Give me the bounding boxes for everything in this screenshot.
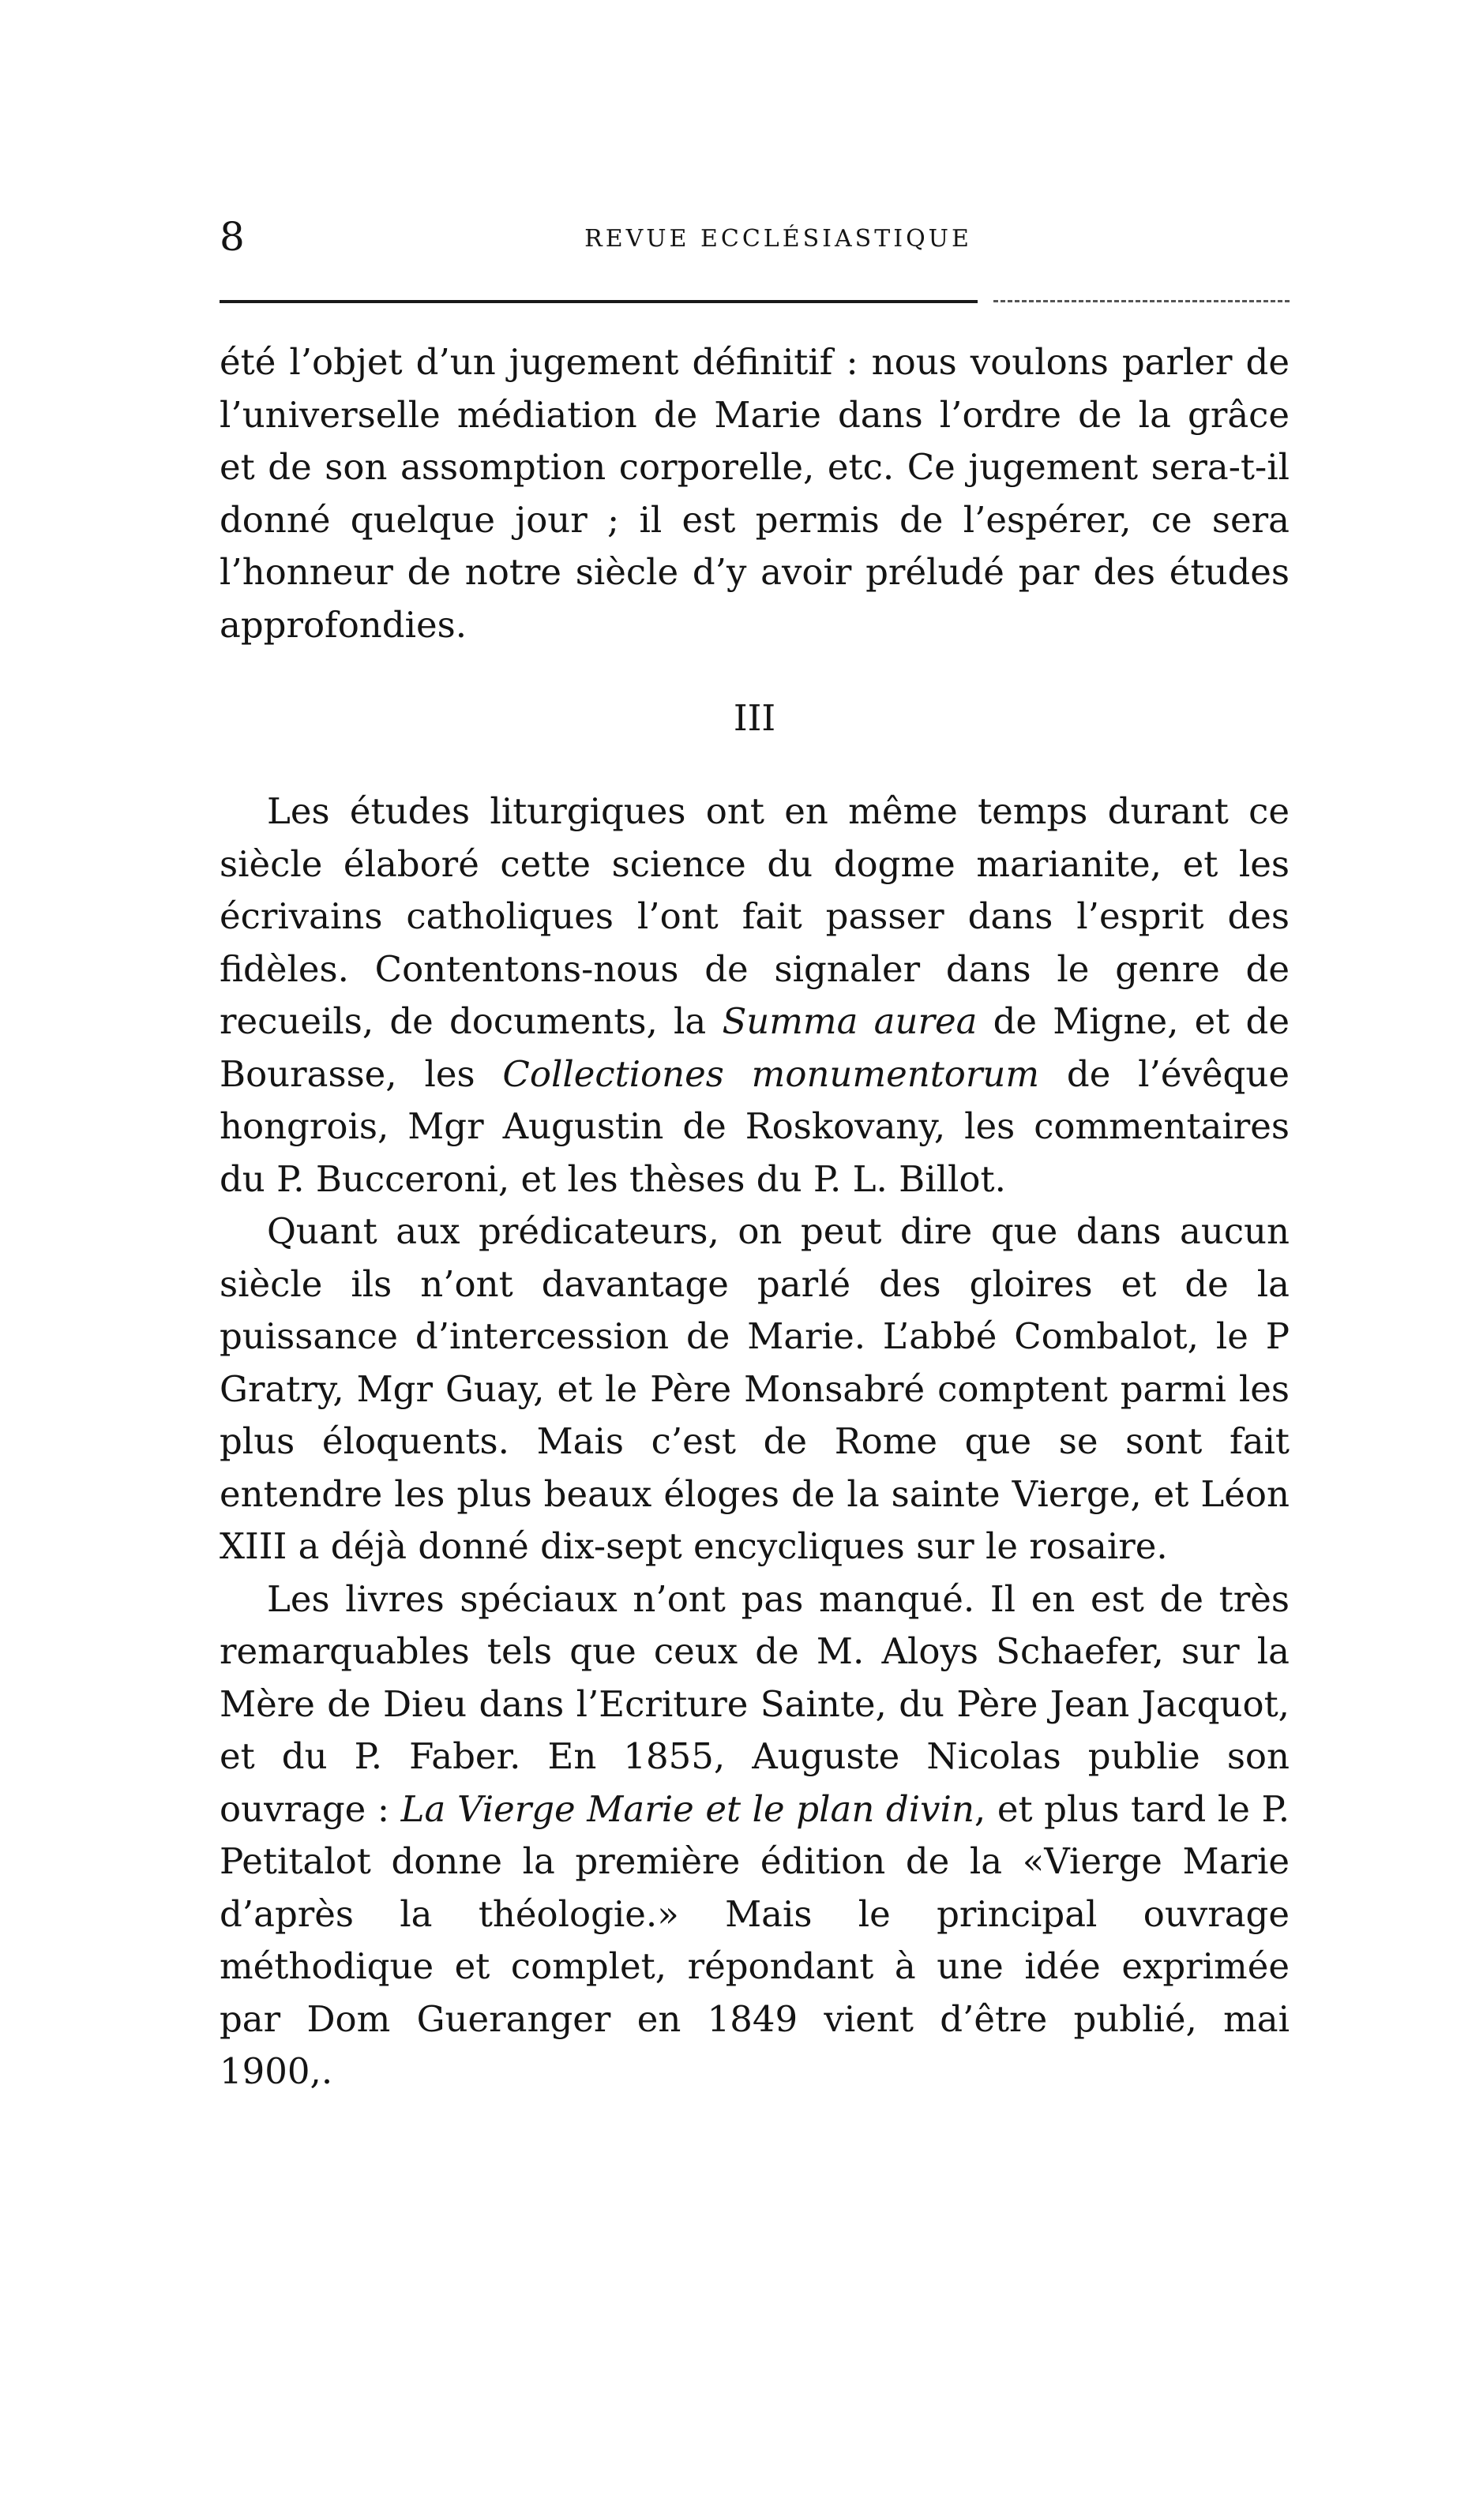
page <box>220 213 1290 2098</box>
page-number: 8 <box>220 214 245 260</box>
body-text <box>220 336 1290 2098</box>
paragraph-1: été l’objet d’un jugement définitif : nous voulons parler de l’universelle médiation de Marie dans l’ordre de la grâce et de son assomption corporelle, etc. Ce jugement sera-t-il donné quelque jour ; il est permis de l’espérer, ce sera l’honneur de notre siècle d’y avoir préludé par des études approfondies. <box>220 341 1290 646</box>
paragraph-2 <box>220 786 1290 1206</box>
paragraph-2-italic-collectiones: Collectiones monumentorum <box>502 1052 1040 1095</box>
running-head: REVUE ECCLÉSIASTIQUE <box>584 225 972 253</box>
paragraph-2-part-a: Les études liturgiques ont en même temps durant ce siècle élaboré cette science du dogme marianite, et les écrivains catholiques l’ont fait passer dans l’esprit des fidèles. Contentons-nous de signaler dans le genre de recueils, de documents, la <box>220 790 1290 1042</box>
paragraph-4-part-b: , et plus tard le P. Petitalot donne la première édition de la «Vierge Marie d’après la théologie.» Mais le principal ouvrage méthodique et complet, répondant à une idée exprimée par Dom Gueranger en 1849 vient d’être publié, mai 1900,. <box>220 1787 1290 2092</box>
paragraph-4-italic-title: La Vierge Marie et le plan divin <box>400 1787 974 1830</box>
paragraph-2-part-c: de l’évêque hongrois, Mgr Augustin de Roskovany, les commentaires du P. Bucceroni, et les thèses du P. L. Billot. <box>220 1052 1290 1200</box>
page-header <box>220 213 1290 268</box>
paragraph-2-italic-summa: Summa aurea <box>722 1000 978 1042</box>
paragraph-4-part-a: Les livres spéciaux n’ont pas manqué. Il en est de très remarquables tels que ceux de M. Aloys Schaefer, sur la Mère de Dieu dans l’Ecriture Sainte, du Père Jean Jacquot, et du P. Faber. En 1855, Auguste Nicolas publie son ouvrage : <box>220 1577 1290 1830</box>
paragraph-3: Quant aux prédicateurs, on peut dire que dans aucun siècle ils n’ont davantage parlé des gloires et de la puissance d’intercession de Marie. L’abbé Combalot, le P Gratry, Mgr Guay, et le Père Monsabré comptent parmi les plus éloquents. Mais c’est de Rome que se sont fait entendre les plus beaux éloges de la sainte Vierge, et Léon XIII a déjà donné dix-sept encycliques sur le rosaire. <box>220 1210 1290 1567</box>
header-rule <box>220 300 978 303</box>
section-heading: III <box>733 697 776 739</box>
header-rule-tail <box>993 300 1290 302</box>
paragraph-4 <box>220 1573 1290 2098</box>
paragraph-2-part-b: de Migne, et de Bourasse, les <box>220 1000 1290 1095</box>
